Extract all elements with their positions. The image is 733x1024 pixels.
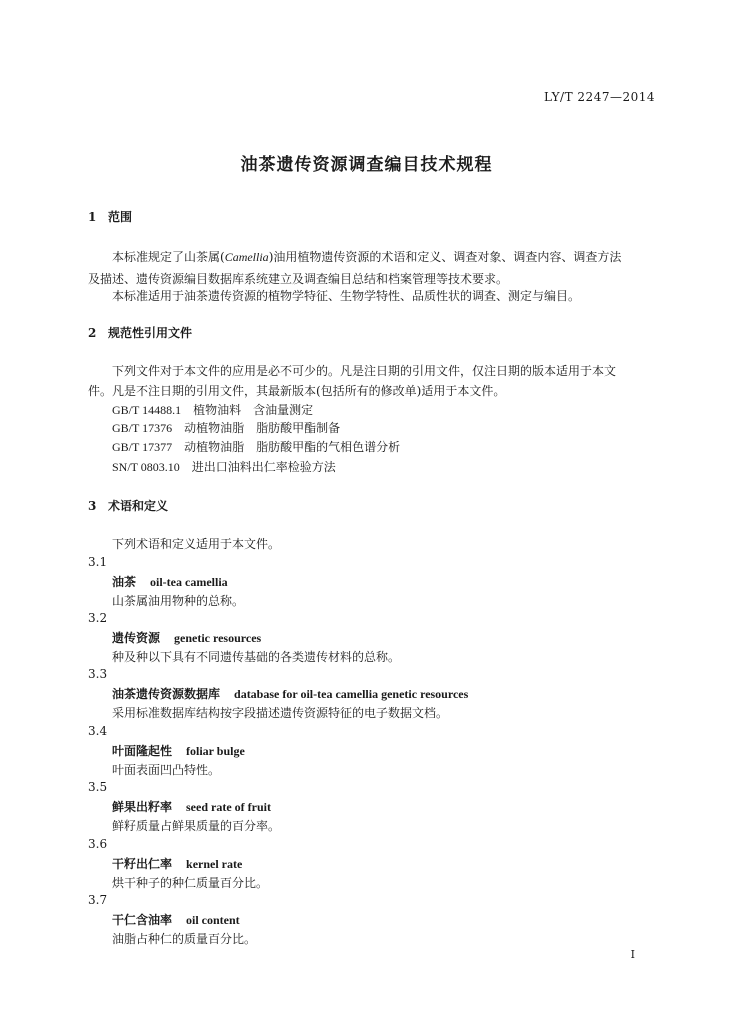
reference-title: 进出口油料出仁率检验方法 [191, 460, 336, 474]
scope-paragraph-1-line-1 [112, 248, 621, 265]
section-2-heading [88, 324, 192, 341]
text-run: 本标准规定了山茶属( [112, 250, 225, 264]
text-run: )油用植物遗传资源的术语和定义、调查对象、调查内容、调查方法 [268, 250, 622, 264]
reference-code: GB/T 17376 [112, 421, 173, 435]
term-definition: 叶面表面凹凸特性。 [112, 763, 221, 777]
term-english: oil content [186, 913, 240, 927]
term-definition: 种及种以下具有不同遗传基础的各类遗传材料的总称。 [112, 650, 401, 664]
term-chinese: 遗传资源 [112, 631, 161, 645]
term-english: oil-tea camellia [150, 575, 228, 589]
references-intro-line-1: 下列文件对于本文件的应用是必不可少的。凡是注日期的引用文件，仅注日期的版本适用于本文 [112, 364, 617, 378]
section-number: 3 [88, 499, 97, 513]
terms-intro: 下列术语和定义适用于本文件。 [112, 537, 281, 551]
reference-item [112, 419, 340, 436]
term-definition: 油脂占种仁的质量百分比。 [112, 932, 257, 946]
term-english: foliar bulge [186, 744, 245, 758]
reference-item [112, 438, 400, 455]
reference-code: GB/T 17377 [112, 440, 173, 454]
term-chinese: 干仁含油率 [112, 913, 173, 927]
term-heading [112, 911, 240, 928]
term-definition: 烘干种子的种仁质量百分比。 [112, 876, 269, 890]
term-english: database for oil-tea camellia genetic resources [234, 687, 469, 701]
reference-title: 动植物油脂 脂肪酸甲酯的气相色谱分析 [184, 440, 401, 454]
term-chinese: 干籽出仁率 [112, 857, 173, 871]
term-definition: 山茶属油用物种的总称。 [112, 594, 245, 608]
term-chinese: 油茶 [112, 575, 137, 589]
term-chinese: 叶面隆起性 [112, 744, 173, 758]
reference-item [112, 458, 336, 475]
term-heading [112, 573, 228, 590]
section-title: 范围 [108, 210, 133, 224]
references-intro-line-2: 件。凡是不注日期的引用文件，其最新版本(包括所有的修改单)适用于本文件。 [88, 384, 506, 398]
reference-code: GB/T 14488.1 [112, 403, 182, 417]
term-english: seed rate of fruit [186, 800, 271, 814]
reference-title: 植物油料 含油量测定 [193, 403, 314, 417]
term-definition: 采用标准数据库结构按字段描述遗传资源特征的电子数据文档。 [112, 706, 449, 720]
section-number: 2 [88, 326, 97, 340]
section-title: 术语和定义 [108, 499, 169, 513]
section-3-heading [88, 497, 168, 514]
reference-title: 动植物油脂 脂肪酸甲酯制备 [184, 421, 341, 435]
term-number: 3.7 [88, 893, 108, 907]
term-number: 3.6 [88, 837, 108, 851]
term-heading [112, 798, 271, 815]
term-english: genetic resources [174, 631, 262, 645]
section-1-heading [88, 208, 132, 225]
reference-item [112, 401, 313, 418]
scope-paragraph-1-line-2: 及描述、遗传资源编目数据库系统建立及调查编目总结和档案管理等技术要求。 [88, 272, 509, 286]
term-definition: 鲜籽质量占鲜果质量的百分率。 [112, 819, 281, 833]
term-heading [112, 685, 468, 702]
term-number: 3.5 [88, 780, 108, 794]
term-heading [112, 629, 261, 646]
scope-paragraph-2: 本标准适用于油茶遗传资源的植物学特征、生物学特性、品质性状的调查、测定与编目。 [112, 289, 581, 303]
term-number: 3.1 [88, 555, 108, 569]
term-chinese: 鲜果出籽率 [112, 800, 173, 814]
genus-name: Camellia [224, 250, 269, 264]
standard-number: LY/T 2247—2014 [543, 90, 655, 104]
section-number: 1 [88, 210, 97, 224]
term-number: 3.2 [88, 611, 108, 625]
term-heading [112, 855, 242, 872]
term-number: 3.4 [88, 724, 108, 738]
page-number: I [630, 948, 635, 961]
term-chinese: 油茶遗传资源数据库 [112, 687, 221, 701]
document-title: 油茶遗传资源调查编目技术规程 [240, 155, 493, 175]
term-heading [112, 742, 245, 759]
term-english: kernel rate [186, 857, 243, 871]
term-number: 3.3 [88, 667, 108, 681]
reference-code: SN/T 0803.10 [112, 460, 180, 474]
section-title: 规范性引用文件 [108, 326, 193, 340]
